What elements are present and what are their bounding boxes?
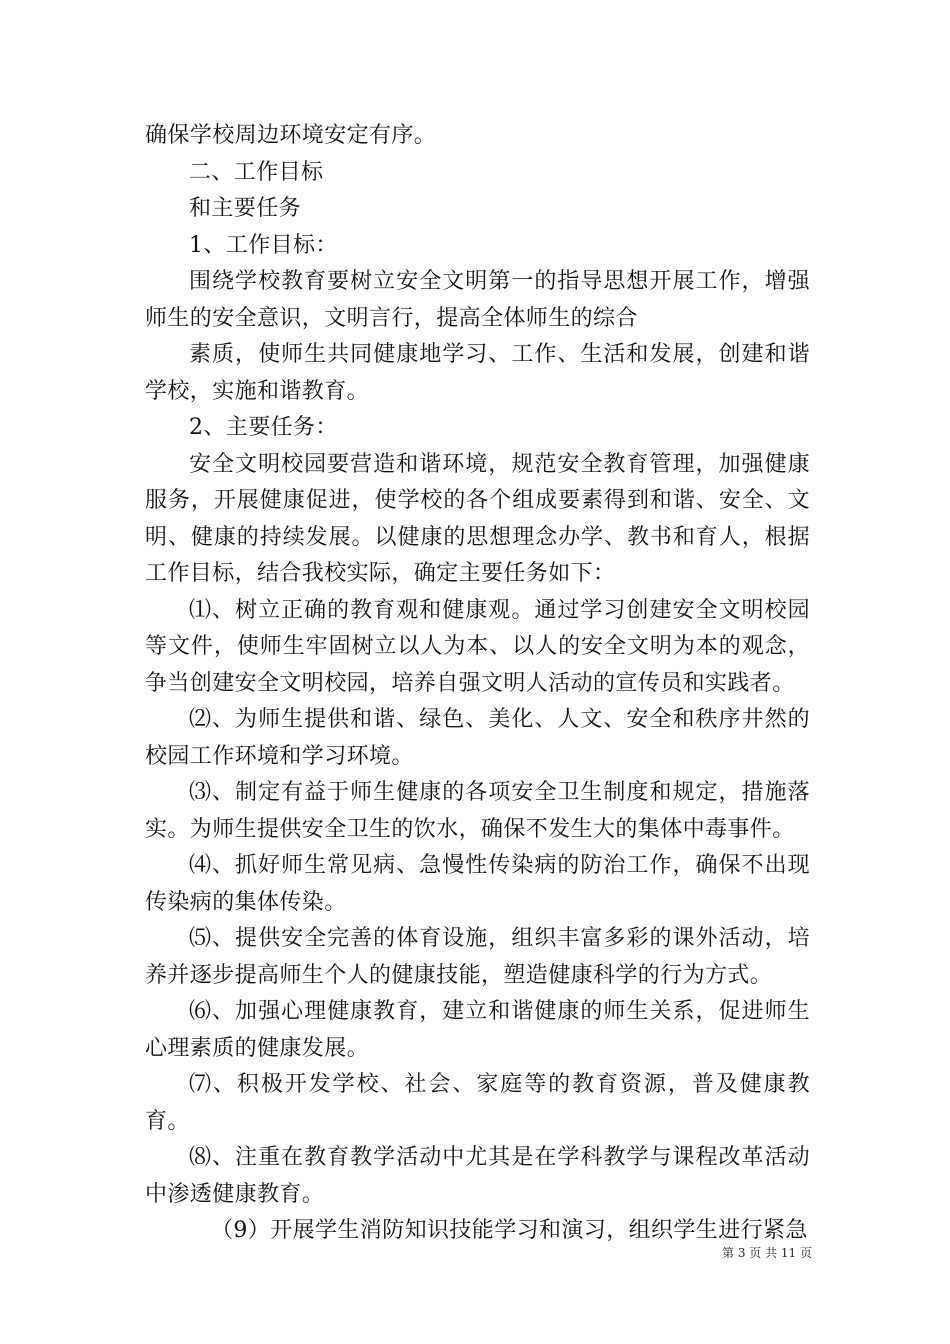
document-body <box>145 118 810 1250</box>
list-item: ⑸、提供安全完善的体育设施，组织丰富多彩的课外活动，培养并逐步提高师生个人的健康技能，塑造健康科学的行为方式。 <box>145 926 810 988</box>
list-item: ⑶、制定有益于师生健康的各项安全卫生制度和规定，措施落实。为师生提供安全卫生的饮水，确保不发生大的集体中毒事件。 <box>145 780 810 842</box>
list-item: ⑺、积极开发学校、社会、家庭等的教育资源，普及健康教育。 <box>145 1072 810 1134</box>
section-heading: 二、工作目标 <box>189 159 324 185</box>
list-item: ⑻、注重在教育教学活动中尤其是在学科教学与课程改革活动中渗透健康教育。 <box>145 1145 810 1207</box>
subsection-heading: 2、主要任务： <box>189 415 338 440</box>
paragraph: 确保学校周边环境安定有序。 <box>145 123 437 148</box>
paragraph: 安全文明校园要营造和谐环境，规范安全教育管理，加强健康服务，开展健康促进，使学校的各个组成要素得到和谐、安全、文明、健康的持续发展。以健康的思想理念办学、教书和育人，根据工作目标，结合我校实际，确定主要任务如下： <box>145 451 810 586</box>
paragraph: 素质，使师生共同健康地学习、工作、生活和发展，创建和谐学校，实施和谐教育。 <box>145 342 810 404</box>
paragraph: 围绕学校教育要树立安全文明第一的指导思想开展工作，增强师生的安全意识，文明言行，提高全体师生的综合 <box>145 269 810 331</box>
list-item: ⑴、树立正确的教育观和健康观。通过学习创建安全文明校园等文件，使师生牢固树立以人为本、以人的安全文明为本的观念，争当创建安全文明校园，培养自强文明人活动的宣传员和实践者。 <box>145 597 810 696</box>
subsection-heading: 1、工作目标： <box>189 232 338 258</box>
list-item: ⑹、加强心理健康教育，建立和谐健康的师生关系，促进师生心理素质的健康发展。 <box>145 999 810 1061</box>
list-item: ⑷、抓好师生常见病、急慢性传染病的防治工作，确保不出现传染病的集体传染。 <box>145 853 810 915</box>
page-number-footer: 第 3 页 共 11 页 <box>722 1246 812 1260</box>
section-heading-continued: 和主要任务 <box>189 196 302 221</box>
list-item: （9）开展学生消防知识技能学习和演习，组织学生进行紧急 <box>211 1218 808 1243</box>
list-item: ⑵、为师生提供和谐、绿色、美化、人文、安全和秩序井然的校园工作环境和学习环境。 <box>145 707 810 769</box>
